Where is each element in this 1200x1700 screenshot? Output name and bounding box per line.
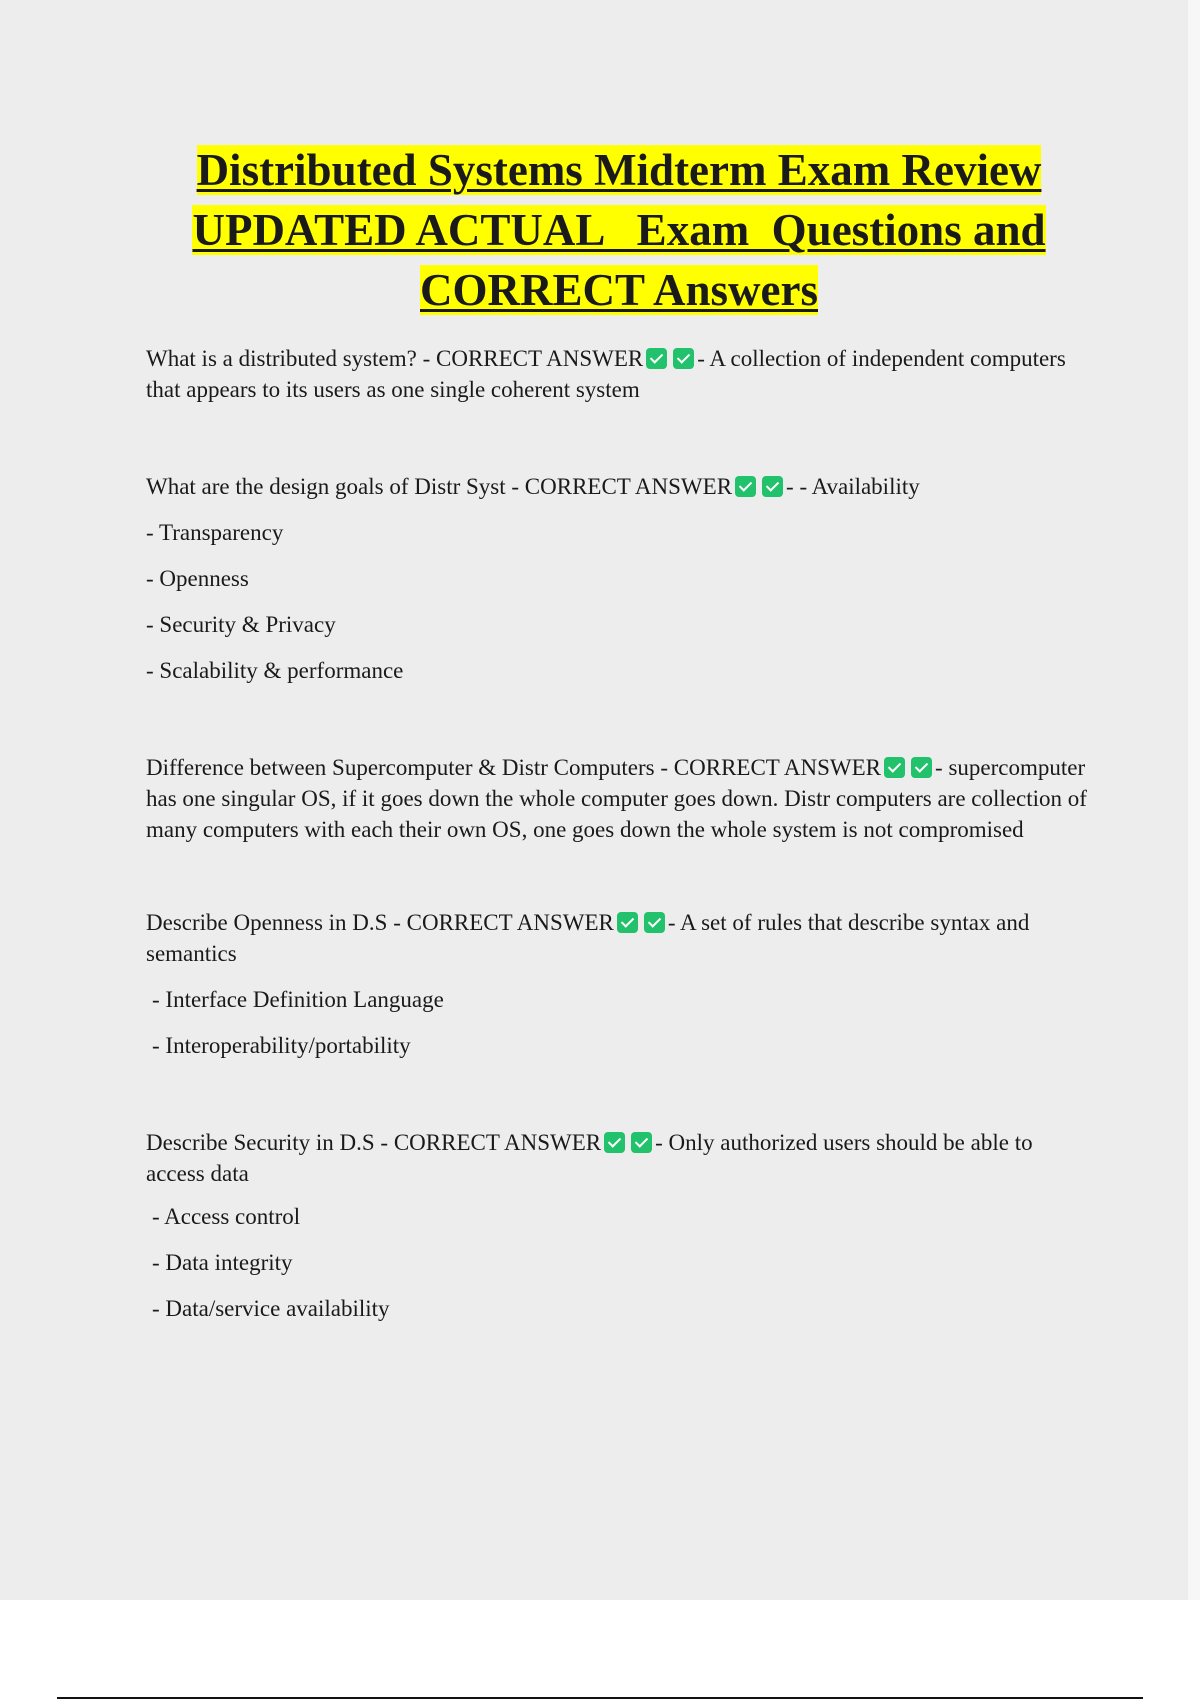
bullet-item: - Security & Privacy: [146, 612, 336, 637]
title-line-2: UPDATED ACTUAL Exam Questions and: [192, 205, 1046, 255]
qa-item: [146, 343, 1096, 405]
bullet-item: - Transparency: [146, 520, 284, 545]
spacer: [146, 686, 1096, 752]
question-text: Difference between Supercomputer & Distr Computers - CORRECT ANSWER: [146, 755, 882, 780]
check-mark-icon: [735, 476, 756, 497]
check-mark-icon: [911, 757, 932, 778]
check-mark-icon: [646, 348, 667, 369]
spacer: [146, 1061, 1096, 1127]
question-text: What are the design goals of Distr Syst - CORRECT ANSWER: [146, 474, 733, 499]
spacer: [146, 405, 1096, 471]
page-edge: [1188, 0, 1200, 1600]
document-title: [120, 140, 1118, 320]
spacer: [146, 845, 1096, 907]
bullet-item: - Openness: [146, 566, 249, 591]
check-mark-icon: [631, 1132, 652, 1153]
check-mark-icon: [762, 476, 783, 497]
bullet-item: - Data integrity: [152, 1250, 293, 1275]
check-mark-icon: [884, 757, 905, 778]
qa-text: [146, 343, 1096, 405]
answer-text: - supercomputer has one singular OS, if it goes down the whole computer goes down. Distr computers are collection of many computers with each their own OS, one goes down the whole system is not compromised: [146, 755, 1087, 842]
answer-text: - Only authorized users should be able to access data: [146, 1130, 1033, 1186]
qa-item: [146, 752, 1096, 845]
check-mark-icon: [617, 912, 638, 933]
question-text: What is a distributed system? - CORRECT ANSWER: [146, 346, 644, 371]
question-text: Describe Openness in D.S - CORRECT ANSWER: [146, 910, 614, 935]
answer-text: - - Availability: [786, 474, 920, 499]
bullet-item: - Data/service availability: [152, 1296, 390, 1321]
bullet-item: - Interoperability/portability: [152, 1033, 411, 1058]
answer-text: - A collection of independent computers that appears to its users as one single coherent system: [146, 346, 1066, 402]
question-text: Describe Security in D.S - CORRECT ANSWER: [146, 1130, 602, 1155]
qa-list: [146, 343, 1096, 1324]
page-divider: [57, 1697, 1143, 1699]
check-mark-icon: [604, 1132, 625, 1153]
answer-text: - A set of rules that describe syntax and semantics: [146, 910, 1030, 966]
check-mark-icon: [644, 912, 665, 933]
title-line-1: Distributed Systems Midterm Exam Review: [196, 145, 1042, 195]
check-mark-icon: [673, 348, 694, 369]
qa-item: [146, 471, 1096, 686]
qa-text: [146, 907, 1096, 969]
bullet-item: - Interface Definition Language: [152, 987, 444, 1012]
qa-text: [146, 752, 1096, 845]
qa-text: [146, 1127, 1096, 1189]
qa-item: [146, 907, 1096, 1061]
bullet-item: - Access control: [152, 1204, 301, 1229]
qa-text: [146, 471, 1096, 502]
bullet-item: - Scalability & performance: [146, 658, 404, 683]
title-line-3: CORRECT Answers: [420, 265, 818, 315]
qa-item: [146, 1127, 1096, 1324]
